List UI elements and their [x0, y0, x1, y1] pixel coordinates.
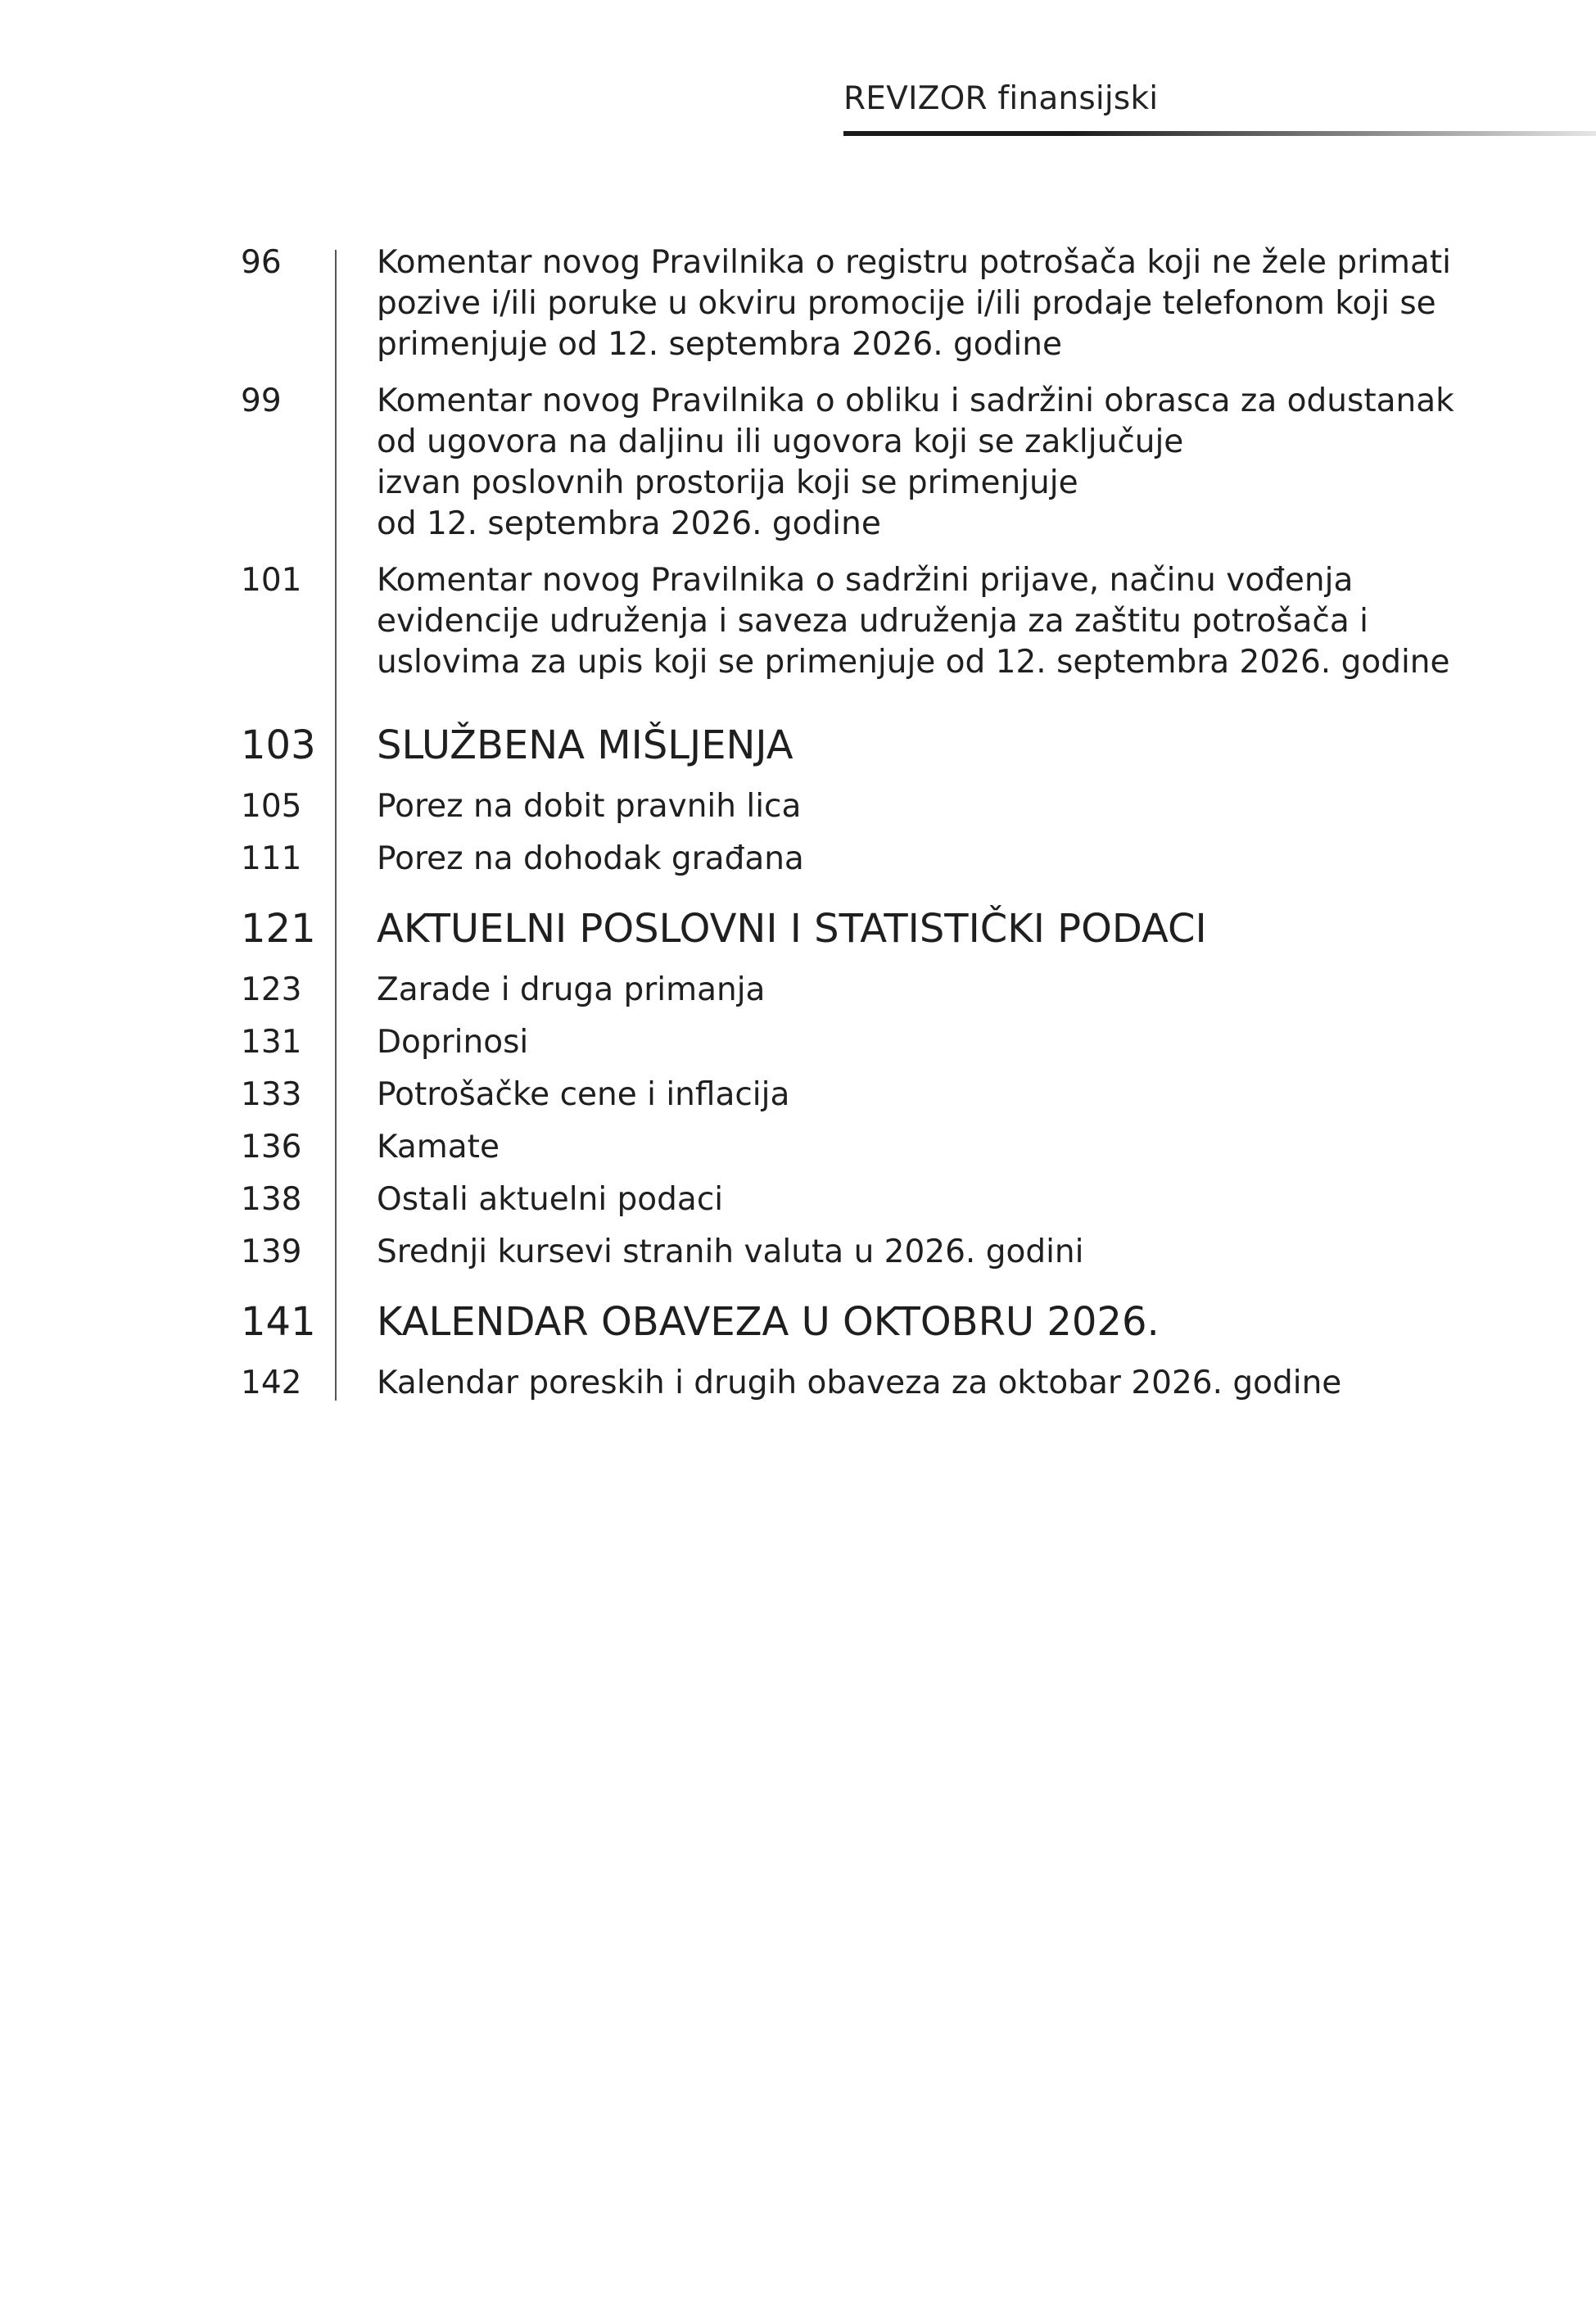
toc-entry-title [377, 1022, 1408, 1063]
toc-entry-line: SLUŽBENA MIŠLJENJA [377, 722, 793, 768]
running-header-title: REVIZOR finansijski [843, 80, 1159, 117]
toc-page-number: 138 [241, 1181, 302, 1218]
toc-entry-line: Komentar novog Pravilnika o obliku i sadržini obrasca za odustanak [377, 382, 1454, 419]
toc-entry-title [377, 1127, 1408, 1168]
toc-entry-title [377, 1232, 1408, 1273]
toc-page-number: 136 [241, 1129, 302, 1166]
toc-entry-line: Porez na dohodak građana [377, 840, 804, 877]
toc-page-number: 139 [241, 1233, 302, 1270]
toc-entry-line: evidencije udruženja i saveza udruženja za zaštitu potrošača i [377, 603, 1368, 640]
toc-entry-line: Komentar novog Pravilnika o registru potrošača koji ne žele primati [377, 244, 1452, 281]
toc-entry-line: primenjuje od 12. septembra 2026. godine [377, 326, 1062, 363]
toc-page-number: 123 [241, 971, 302, 1008]
toc-entry-title [377, 381, 1454, 545]
toc-entry-line: Ostali aktuelni podaci [377, 1181, 724, 1218]
toc-page-number: 101 [241, 562, 302, 599]
toc-page-number: 141 [241, 1299, 316, 1345]
toc-page-number: 111 [241, 840, 302, 877]
toc-entry-title [377, 1075, 1408, 1116]
toc-section-title [377, 721, 1408, 770]
toc-entry-title [377, 1363, 1408, 1404]
toc-entry-title [377, 970, 1408, 1011]
toc-page-number: 121 [241, 906, 316, 952]
toc-entry-line: Doprinosi [377, 1024, 529, 1061]
toc-page-number: 142 [241, 1365, 302, 1401]
toc-entry-line: Porez na dobit pravnih lica [377, 788, 802, 825]
toc-entry-title [377, 839, 1408, 880]
toc-entry-line: Komentar novog Pravilnika o sadržini prijave, načinu vođenja [377, 562, 1354, 599]
toc-entry-line: uslovima za upis koji se primenjuje od 12. septembra 2026. godine [377, 644, 1450, 681]
header-rule [843, 131, 1596, 136]
toc-entry-line: AKTUELNI POSLOVNI I STATISTIČKI PODACI [377, 906, 1207, 952]
toc-entry-title [377, 786, 1408, 827]
toc-entry-line: Srednji kursevi stranih valuta u 2026. godini [377, 1233, 1084, 1270]
toc-page-number: 103 [241, 722, 316, 768]
toc-page-number: 99 [241, 382, 282, 419]
toc-entry-line: Kamate [377, 1129, 500, 1166]
toc-section-title [377, 904, 1408, 953]
toc-entry-line: Potrošačke cene i inflacija [377, 1076, 790, 1113]
toc-section-title [377, 1297, 1408, 1347]
toc-entry-line: izvan poslovnih prostorija koji se primenjuje [377, 464, 1078, 501]
toc-entry-line: od 12. septembra 2026. godine [377, 505, 881, 542]
toc-entry-title [377, 560, 1450, 683]
toc-page-number: 105 [241, 788, 302, 825]
toc-entry-title [377, 242, 1452, 365]
toc-entry-line: od ugovora na daljinu ili ugovora koji se zaključuje [377, 423, 1184, 460]
toc-entry-line: Zarade i druga primanja [377, 971, 766, 1008]
toc-divider [335, 250, 337, 1401]
toc-page-number: 96 [241, 244, 282, 281]
toc-page-number: 133 [241, 1076, 302, 1113]
toc-page-number: 131 [241, 1024, 302, 1061]
toc-entry-title [377, 1179, 1408, 1220]
toc-entry-line: KALENDAR OBAVEZA U OKTOBRU 2026. [377, 1299, 1160, 1345]
toc-entry-line: pozive i/ili poruke u okviru promocije i/ili prodaje telefonom koji se [377, 285, 1436, 322]
toc-entry-line: Kalendar poreskih i drugih obaveza za oktobar 2026. godine [377, 1365, 1342, 1401]
